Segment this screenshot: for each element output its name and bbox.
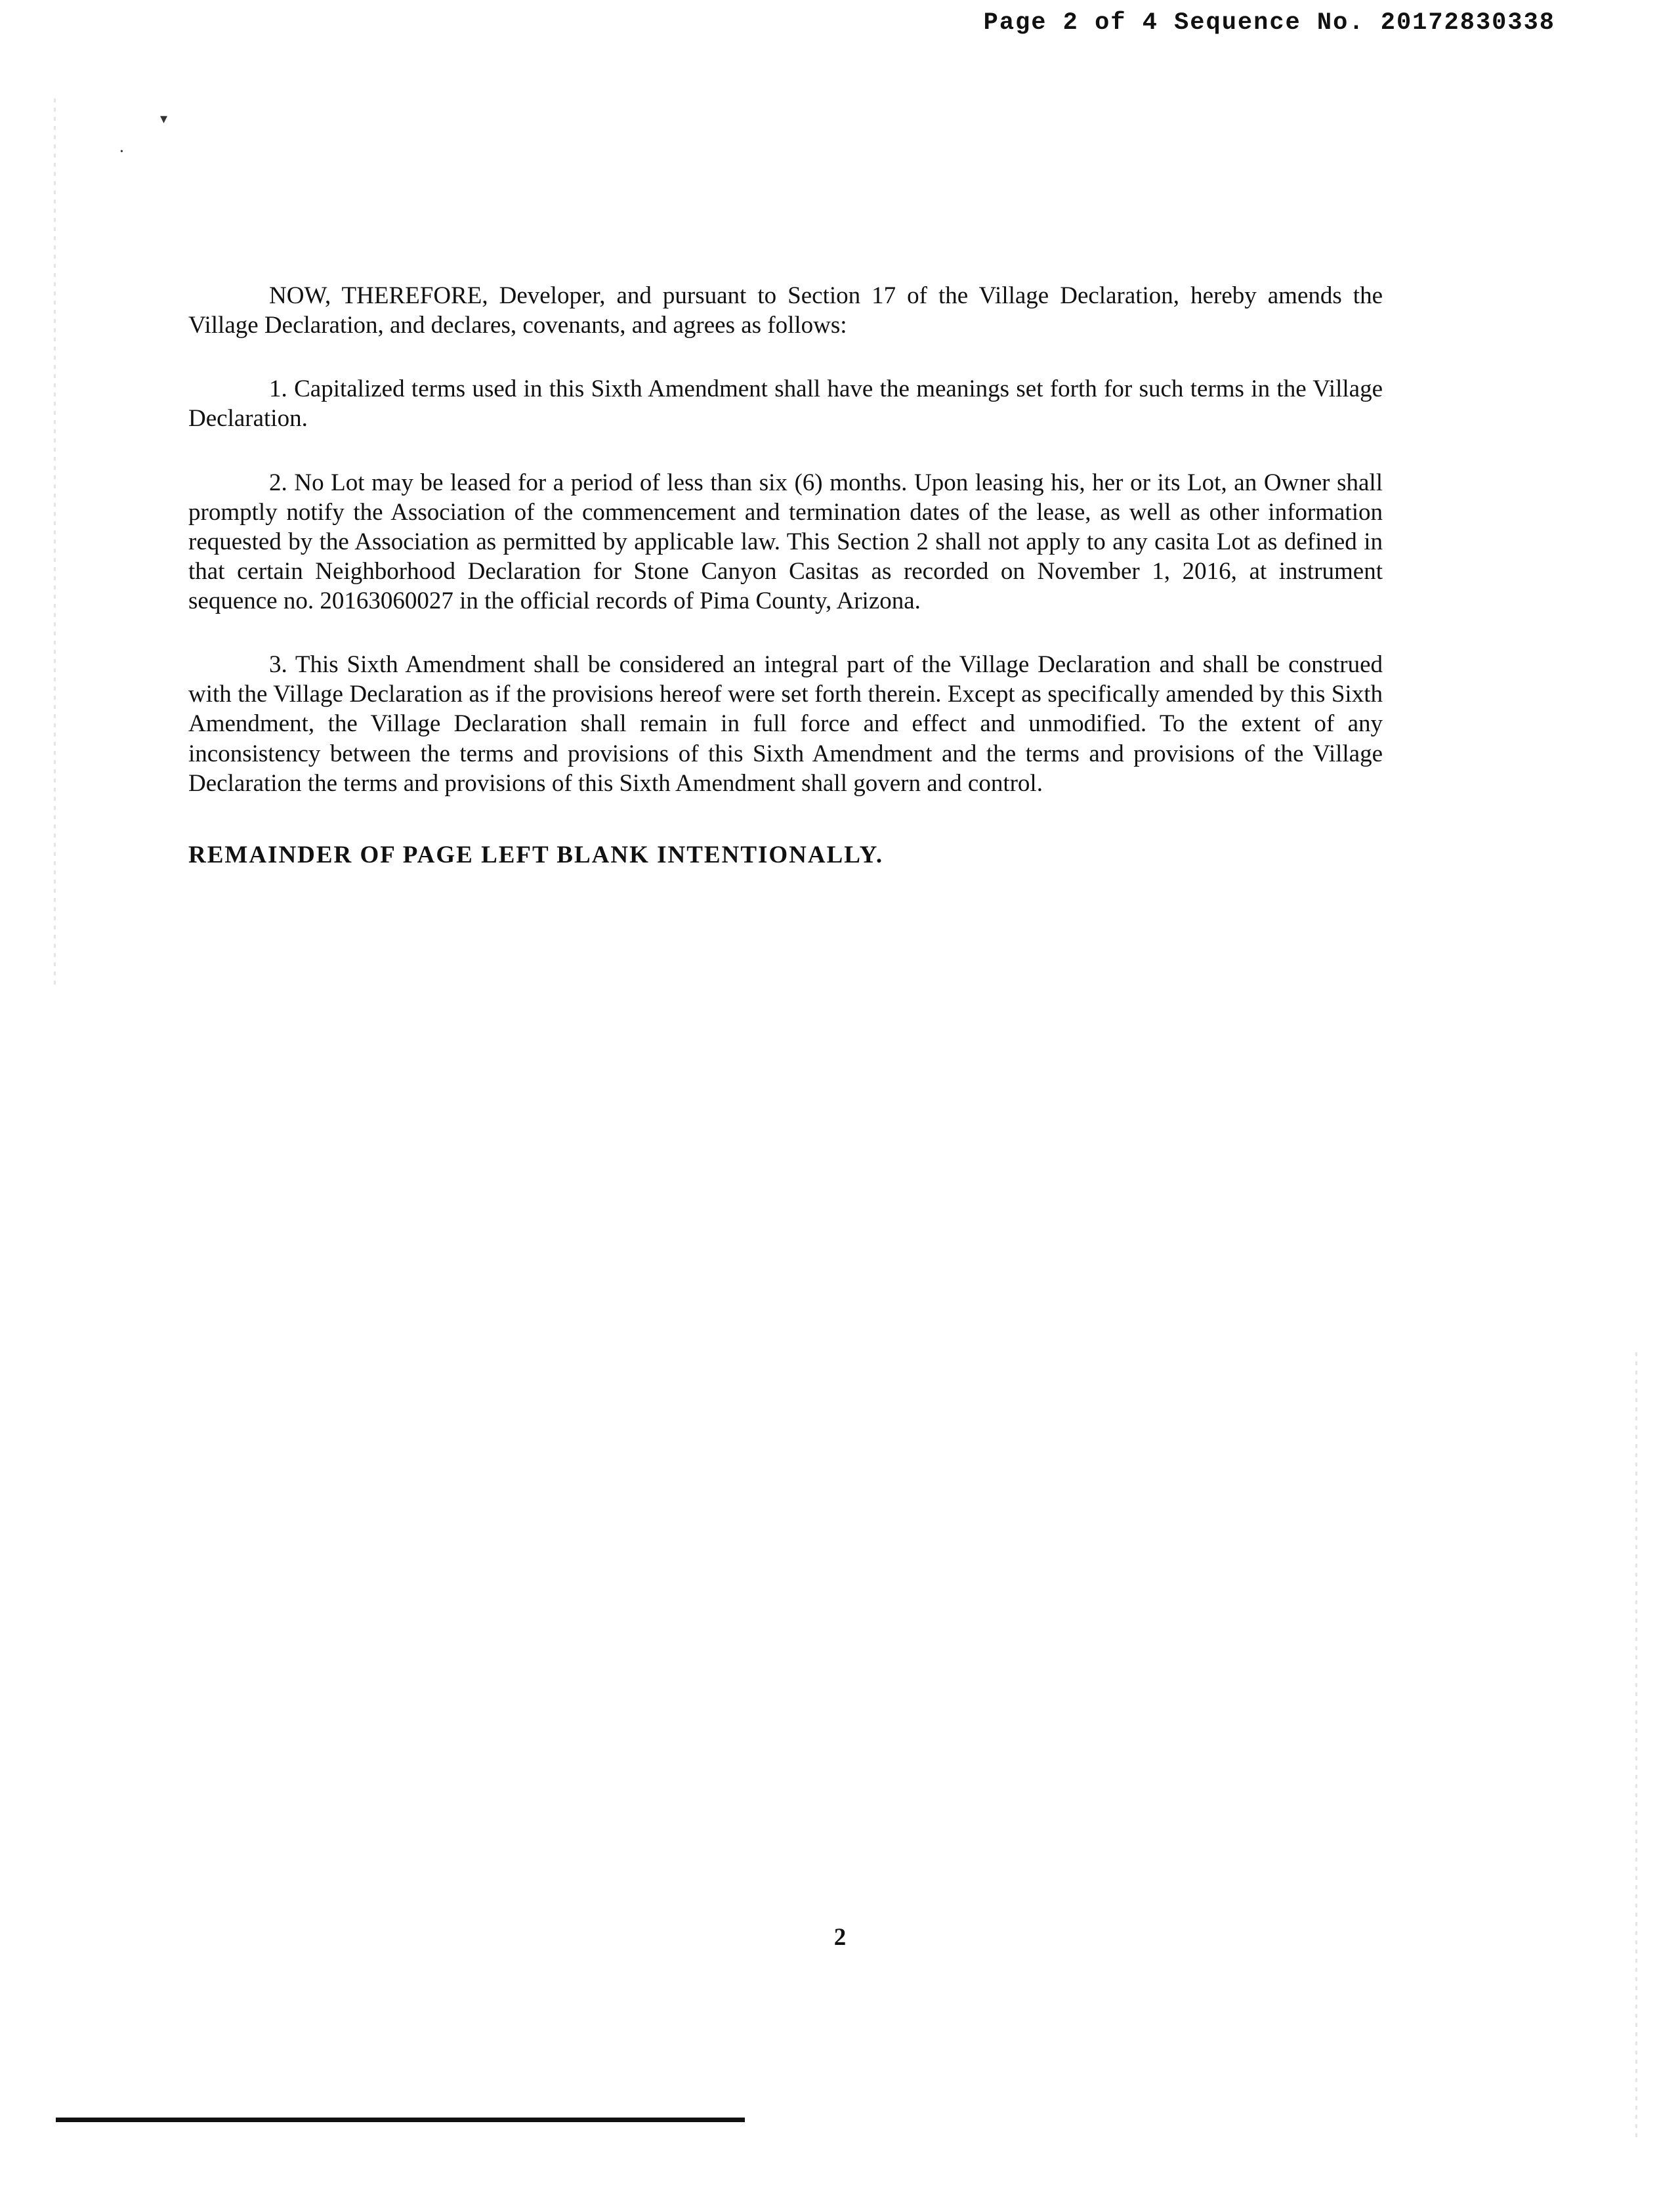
section-2-paragraph: 2. No Lot may be leased for a period of less than six (6) months. Upon leasing his, her or its Lot, an Owner shall promptly notify the Association of the commencement and termination dates of the lease, as well as other information requested by the Association as permitted by applicable law. This Section 2 shall not apply to any casita Lot as defined in that certain Neighborhood Declaration for Stone Canyon Casitas as recorded on November 1, 2016, at instrument sequence no. 20163060027 in the official records of Pima County, Arizona. [188, 469, 1383, 614]
section-3-paragraph: 3. This Sixth Amendment shall be considered an integral part of the Village Declaration and shall be construed with the Village Declaration as if the provisions hereof were set forth therein. Except as specifically amended by this Sixth Amendment, the Village Declaration shall remain in full force and effect and unmodified. To the extent of any inconsistency between the terms and provisions of this Sixth Amendment and the terms and provisions of the Village Declaration the terms and provisions of this Sixth Amendment shall govern and control. [188, 651, 1383, 797]
page-header: Page 2 of 4 Sequence No. 20172830338 [983, 9, 1555, 37]
scan-mark: • [120, 147, 123, 157]
preamble-paragraph: NOW, THEREFORE, Developer, and pursuant to Section 17 of the Village Declaration, hereby amends the Village Declaration, and declares, covenants, and agrees as follows: [188, 282, 1383, 339]
document-body [188, 281, 1383, 870]
remainder-notice: REMAINDER OF PAGE LEFT BLANK INTENTIONALLY. [188, 841, 884, 868]
footer-rule [56, 2118, 745, 2122]
left-edge-scan-noise [54, 98, 56, 985]
right-edge-scan-noise [1635, 1352, 1637, 2140]
section-1-paragraph: 1. Capitalized terms used in this Sixth Amendment shall have the meanings set forth for such terms in the Village Declaration. [188, 375, 1383, 433]
page-number: 2 [833, 1924, 847, 1951]
scan-mark: ▾ [160, 110, 168, 127]
